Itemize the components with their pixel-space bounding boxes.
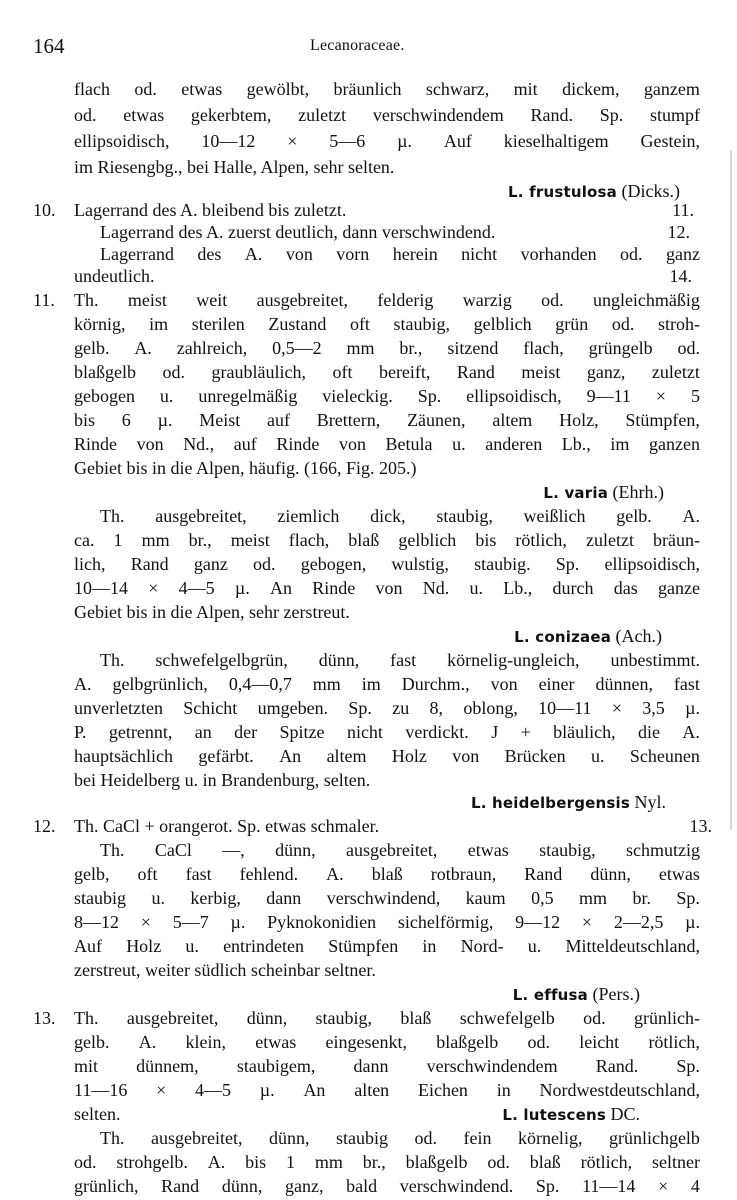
text-line (0, 1077, 737, 1103)
text-line (0, 128, 737, 154)
text-line (0, 455, 737, 481)
text-line (0, 335, 737, 361)
text-line (0, 885, 737, 911)
text-line (0, 957, 737, 983)
text-line (0, 671, 737, 697)
line-text: undeutlich. (74, 266, 155, 286)
species-author: (Pers.) (588, 984, 640, 1004)
line-text: Gebiet bis in die Alpen, sehr zerstreut. (74, 602, 350, 622)
text-line (0, 837, 737, 863)
species-name (471, 789, 666, 816)
text-line (0, 861, 737, 887)
species-name-line (0, 981, 737, 1007)
species-epithet: effusa (533, 986, 588, 1004)
line-text: bei Heidelberg u. in Brandenburg, selten. (74, 770, 371, 790)
text-line (0, 551, 737, 577)
line-text: im Riesengbg., bei Halle, Alpen, sehr selten. (74, 157, 395, 177)
line-text: Lagerrand des A. von vorn herein nicht vorhanden od. ganz (100, 244, 700, 264)
line-text: mit dünnem, staubigem, dann verschwindendem Rand. Sp. (74, 1056, 700, 1076)
text-line (0, 933, 737, 959)
couplet-number: 10. (33, 200, 56, 220)
line-text: hauptsächlich gefärbt. An altem Holz von Brücken u. Scheunen (74, 746, 700, 766)
species-name-line (0, 789, 737, 815)
line-text: Th. schwefelgelbgrün, dünn, fast körnelig-ungleich, unbestimmt. (100, 650, 700, 670)
genus-abbreviation: L. (512, 986, 534, 1004)
species-epithet: heidelbergensis (492, 794, 630, 812)
line-text: od. strohgelb. A. bis 1 mm br., blaßgelb od. blaß rötlich, seltner (74, 1152, 700, 1172)
page-number: 164 (33, 34, 65, 58)
line-text: Th. meist weit ausgebreitet, felderig warzig od. ungleichmäßig (74, 290, 700, 310)
line-text: gelb. A. klein, etwas eingesenkt, blaßgelb od. leicht rötlich, (74, 1032, 700, 1052)
line-text: Th. ausgebreitet, dünn, staubig od. fein körnelig, grünlichgelb (100, 1128, 700, 1148)
line-text: staubig u. kerbig, dann verschwindend, kaum 0,5 mm br. Sp. (74, 888, 700, 908)
text-line (0, 407, 737, 433)
species-name (513, 981, 640, 1008)
text-line (0, 813, 737, 839)
line-text: Th. CaCl —, dünn, ausgebreitet, etwas staubig, schmutzig (100, 840, 700, 860)
text-line (0, 527, 737, 553)
genus-abbreviation: L. (543, 484, 565, 502)
running-title: Lecanoraceae. (310, 37, 405, 54)
text-line (0, 909, 737, 935)
line-text: Lagerrand des A. zuerst deutlich, dann verschwindend. (100, 222, 496, 242)
species-name (543, 479, 664, 506)
species-epithet: frustulosa (529, 183, 618, 201)
species-author: (Ehrh.) (608, 482, 664, 502)
text-line (0, 575, 737, 601)
lead-reference: 12. (667, 222, 690, 242)
couplet-number: 12. (33, 816, 56, 836)
text-line (0, 647, 737, 673)
genus-abbreviation: L. (470, 794, 493, 812)
line-text: Auf Holz u. entrindeten Stümpfen in Nord- u. Mitteldeutschland, (74, 936, 700, 956)
line-text: A. gelbgrünlich, 0,4—0,7 mm im Durchm., von einer dünnen, fast (74, 674, 700, 694)
text-line (0, 311, 737, 337)
genus-abbreviation: L. (514, 628, 536, 646)
species-epithet: varia (564, 484, 609, 502)
species-epithet: conizaea (535, 628, 612, 646)
text-line (0, 743, 737, 769)
lead-reference: 13. (689, 816, 712, 836)
text-line (0, 1053, 737, 1079)
species-author: Nyl. (630, 792, 666, 812)
line-text: körnig, im sterilen Zustand oft staubig, gelblich grün od. stroh- (74, 314, 700, 334)
line-text: od. etwas gekerbtem, zuletzt verschwindendem Rand. Sp. stumpf (74, 105, 700, 125)
line-text: Lagerrand des A. bleibend bis zuletzt. (74, 200, 347, 220)
line-text: Th. ausgebreitet, dünn, staubig, blaß schwefelgelb od. grünlich- (74, 1008, 700, 1028)
text-line (0, 102, 737, 128)
species-name-line (0, 623, 737, 649)
line-text: unverletzten Schicht umgeben. Sp. zu 8, oblong, 10—11 × 3,5 µ. (74, 698, 700, 718)
lead-reference: 11. (672, 200, 694, 220)
text-line (0, 263, 737, 289)
line-text: gelb. A. zahlreich, 0,5—2 mm br., sitzend flach, grüngelb od. (74, 338, 700, 358)
line-text: gelb, oft fast fehlend. A. blaß rotbraun, Rand dünn, etwas (74, 864, 700, 884)
text-line (0, 599, 737, 625)
text-line (0, 1149, 737, 1175)
line-text: P. getrennt, an der Spitze nicht verdickt. J + bläulich, die A. (74, 722, 700, 742)
line-text: ellipsoidisch, 10—12 × 5—6 µ. Auf kieselhaltigem Gestein, (74, 131, 700, 151)
text-line (0, 503, 737, 529)
species-author: DC. (605, 1104, 640, 1124)
species-author: (Dicks.) (617, 181, 680, 201)
species-author: (Ach.) (611, 626, 662, 646)
text-line (0, 383, 737, 409)
line-text: gebogen u. unregelmäßig vieleckig. Sp. ellipsoidisch, 9—11 × 5 (74, 386, 700, 406)
couplet-number: 13. (33, 1008, 56, 1028)
line-text: ca. 1 mm br., meist flach, blaß gelblich bis rötlich, zuletzt bräun- (74, 530, 700, 550)
line-text: zerstreut, weiter südlich scheinbar seltner. (74, 960, 376, 980)
genus-abbreviation: L. (502, 1106, 524, 1124)
text-line (0, 695, 737, 721)
text-line (0, 287, 737, 313)
line-text: grünlich, Rand dünn, ganz, bald verschwindend. Sp. 11—14 × 4 (74, 1176, 700, 1196)
species-name-line (0, 1101, 737, 1127)
text-line (0, 359, 737, 385)
text-line (0, 1005, 737, 1031)
text-line (0, 76, 737, 102)
species-name (502, 1101, 640, 1128)
line-text: Th. CaCl + orangerot. Sp. etwas schmaler. (74, 816, 380, 836)
text-line (0, 154, 737, 180)
line-text: 8—12 × 5—7 µ. Pyknokonidien sichelförmig, 9—12 × 2—2,5 µ. (74, 912, 700, 932)
text-line (0, 1173, 737, 1199)
line-text: Rinde von Nd., auf Rinde von Betula u. anderen Lb., im ganzen (74, 434, 700, 454)
species-name (514, 623, 662, 650)
text-line (0, 1125, 737, 1151)
line-text: flach od. etwas gewölbt, bräunlich schwarz, mit dickem, ganzem (74, 79, 700, 99)
species-epithet: lutescens (523, 1106, 606, 1124)
text-line (0, 719, 737, 745)
couplet-number: 11. (33, 290, 55, 310)
line-text: 10—14 × 4—5 µ. An Rinde von Nd. u. Lb., durch das ganze (74, 578, 700, 598)
line-text: lich, Rand ganz od. gebogen, wulstig, staubig. Sp. ellipsoidisch, (74, 554, 700, 574)
line-text: blaßgelb od. graubläulich, oft bereift, Rand meist ganz, zuletzt (74, 362, 700, 382)
line-text: Gebiet bis in die Alpen, häufig. (166, Fig. 205.) (74, 458, 417, 478)
text-line (0, 1029, 737, 1055)
line-text: 11—16 × 4—5 µ. An alten Eichen in Nordwestdeutschland, (74, 1080, 700, 1100)
line-text: bis 6 µ. Meist auf Brettern, Zäunen, altem Holz, Stümpfen, (74, 410, 700, 430)
line-text: Th. ausgebreitet, ziemlich dick, staubig, weißlich gelb. A. (100, 506, 700, 526)
lead-reference: 14. (669, 266, 692, 286)
line-text: selten. (74, 1104, 121, 1124)
genus-abbreviation: L. (508, 183, 530, 201)
text-line (0, 431, 737, 457)
species-name-line (0, 479, 737, 505)
